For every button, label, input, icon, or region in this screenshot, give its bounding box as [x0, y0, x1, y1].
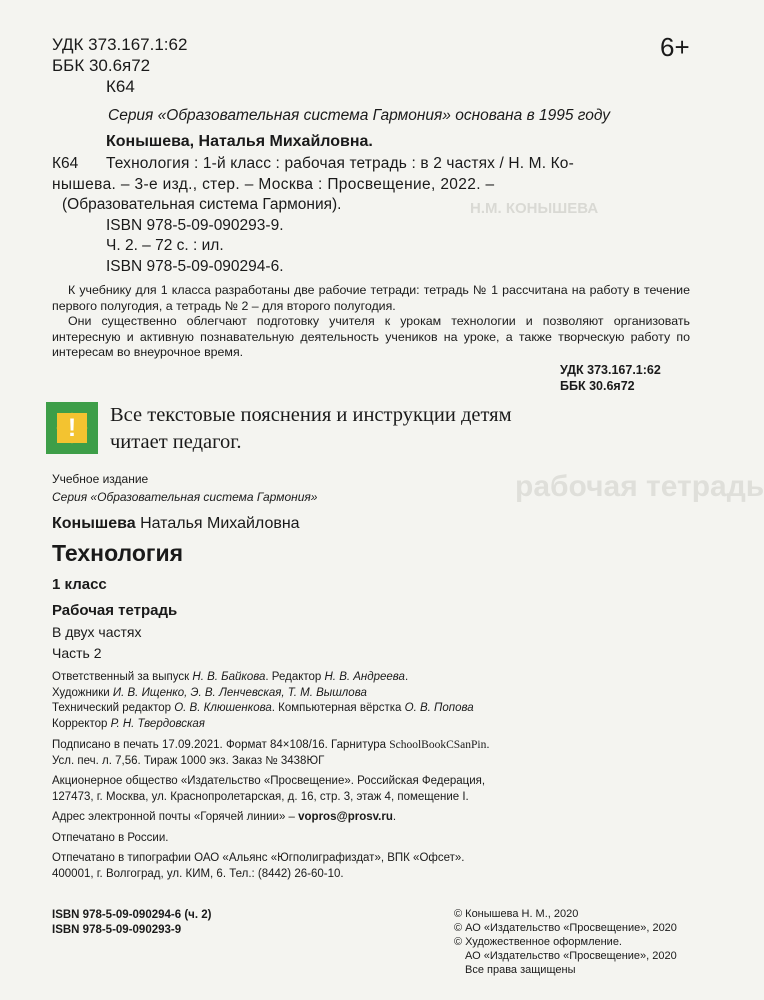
biblio-line: (Образовательная система Гармония). [62, 196, 342, 213]
imprint-line: Усл. печ. л. 7,56. Тираж 1000 экз. Заказ № 3438ЮГ [52, 754, 325, 767]
author-code-top: К64 [106, 77, 135, 96]
age-rating: 6+ [660, 32, 690, 62]
grade: 1 класс [52, 576, 107, 593]
book-type: Рабочая тетрадь [52, 602, 178, 619]
udk-top: УДК 373.167.1:62 [52, 35, 188, 54]
parts-count: В двух частях [52, 624, 142, 640]
notice-line-1: Все текстовые пояснения и инструкции детям [110, 404, 512, 426]
biblio-code: К64 [52, 155, 79, 172]
udk-right: УДК 373.167.1:62 [560, 363, 661, 377]
show-through-ghost: рабочая тетрадь [515, 470, 764, 503]
biblio-line: Технология : 1-й класс : рабочая тетрадь : в 2 частях / Н. М. Ко- [106, 155, 574, 172]
edition-series: Серия «Образовательная система Гармония» [52, 490, 318, 504]
author-heading: Конышева, Наталья Михайловна. [106, 133, 373, 150]
bbk-right: ББК 30.6я72 [560, 379, 635, 393]
imprint [52, 670, 490, 882]
annotation [52, 283, 690, 361]
biblio-line: ISBN 978-5-09-090294-6. [106, 257, 284, 275]
edition-author [52, 515, 300, 533]
imprint-line: 127473, г. Москва, ул. Краснопролетарская, д. 16, стр. 3, этаж 4, помещение I. [52, 790, 469, 803]
author-last-name: Конышева [52, 515, 136, 532]
imprint-line: 400001, г. Волгоград, ул. КИМ, 6. Тел.: (8442) 26-60-10. [52, 867, 344, 880]
show-through-ghost: Н.М. КОНЫШЕВА [470, 200, 599, 217]
copyright-line: © Художественное оформление. [454, 936, 622, 948]
author-first-name: Наталья Михайловна [140, 515, 300, 532]
biblio-line: нышева. – 3-е изд., стер. – Москва : Просвещение, 2022. – [52, 175, 495, 193]
notice-line-2: читает педагог. [110, 431, 242, 453]
imprint-line: Адрес электронной почты «Горячей линии» – vopros@prosv.ru. [52, 811, 397, 823]
imprint-line: Отпечатано в России. [52, 831, 169, 844]
imprint-line: Художники И. В. Ищенко, Э. В. Ленчевская, Т. М. Вышлова [52, 686, 367, 699]
biblio-line: Ч. 2. – 72 с. : ил. [106, 237, 224, 254]
annotation-paragraph: К учебнику для 1 класса разработаны две рабочие тетради: тетрадь № 1 рассчитана на работу в течение первого полугодия, а тетрадь № 2 – для второго полугодия. [52, 283, 690, 313]
annotation-paragraph: Они существенно облегчают подготовку учителя к урокам технологии и позволяют организовать интересную и активную познавательную деятельность учеников на уроке, а также творческую работу по интересам во внеурочное время. [52, 314, 690, 359]
edition-type: Учебное издание [52, 472, 149, 486]
isbn-part-2: ISBN 978-5-09-090294-6 (ч. 2) [52, 909, 212, 921]
biblio-line: ISBN 978-5-09-090293-9. [106, 216, 284, 234]
copyright-line: АО «Издательство «Просвещение», 2020 [465, 950, 677, 962]
imprint-line: Технический редактор О. В. Клюшенкова. Компьютерная вёрстка О. В. Попова [52, 702, 474, 714]
warning-icon [46, 402, 98, 454]
part-number: Часть 2 [52, 645, 102, 661]
imprint-line: Отпечатано в типографии ОАО «Альянс «Югполиграфиздат», ВПК «Офсет». [52, 852, 465, 864]
copyright-line: Все права защищены [465, 964, 576, 976]
copyright-line: © Конышева Н. М., 2020 [454, 908, 579, 920]
exclamation-mark: ! [67, 414, 77, 442]
isbn-set: ISBN 978-5-09-090293-9 [52, 924, 182, 936]
imprint-line: Ответственный за выпуск Н. В. Байкова. Редактор Н. В. Андреева. [52, 671, 409, 683]
imprint-line: Акционерное общество «Издательство «Просвещение». Российская Федерация, [52, 775, 486, 787]
imprint-line: Подписано в печать 17.09.2021. Формат 84×108/16. Гарнитура SchoolBookCSanPin. [52, 739, 490, 751]
copyright [454, 907, 677, 977]
imprint-line: Корректор Р. Н. Твердовская [52, 717, 205, 730]
series-note: Серия «Образовательная система Гармония» основана в 1995 году [108, 107, 610, 124]
copyright-line: © АО «Издательство «Просвещение», 2020 [454, 922, 677, 934]
bbk-top: ББК 30.6я72 [52, 56, 151, 75]
book-title: Технология [52, 540, 184, 566]
